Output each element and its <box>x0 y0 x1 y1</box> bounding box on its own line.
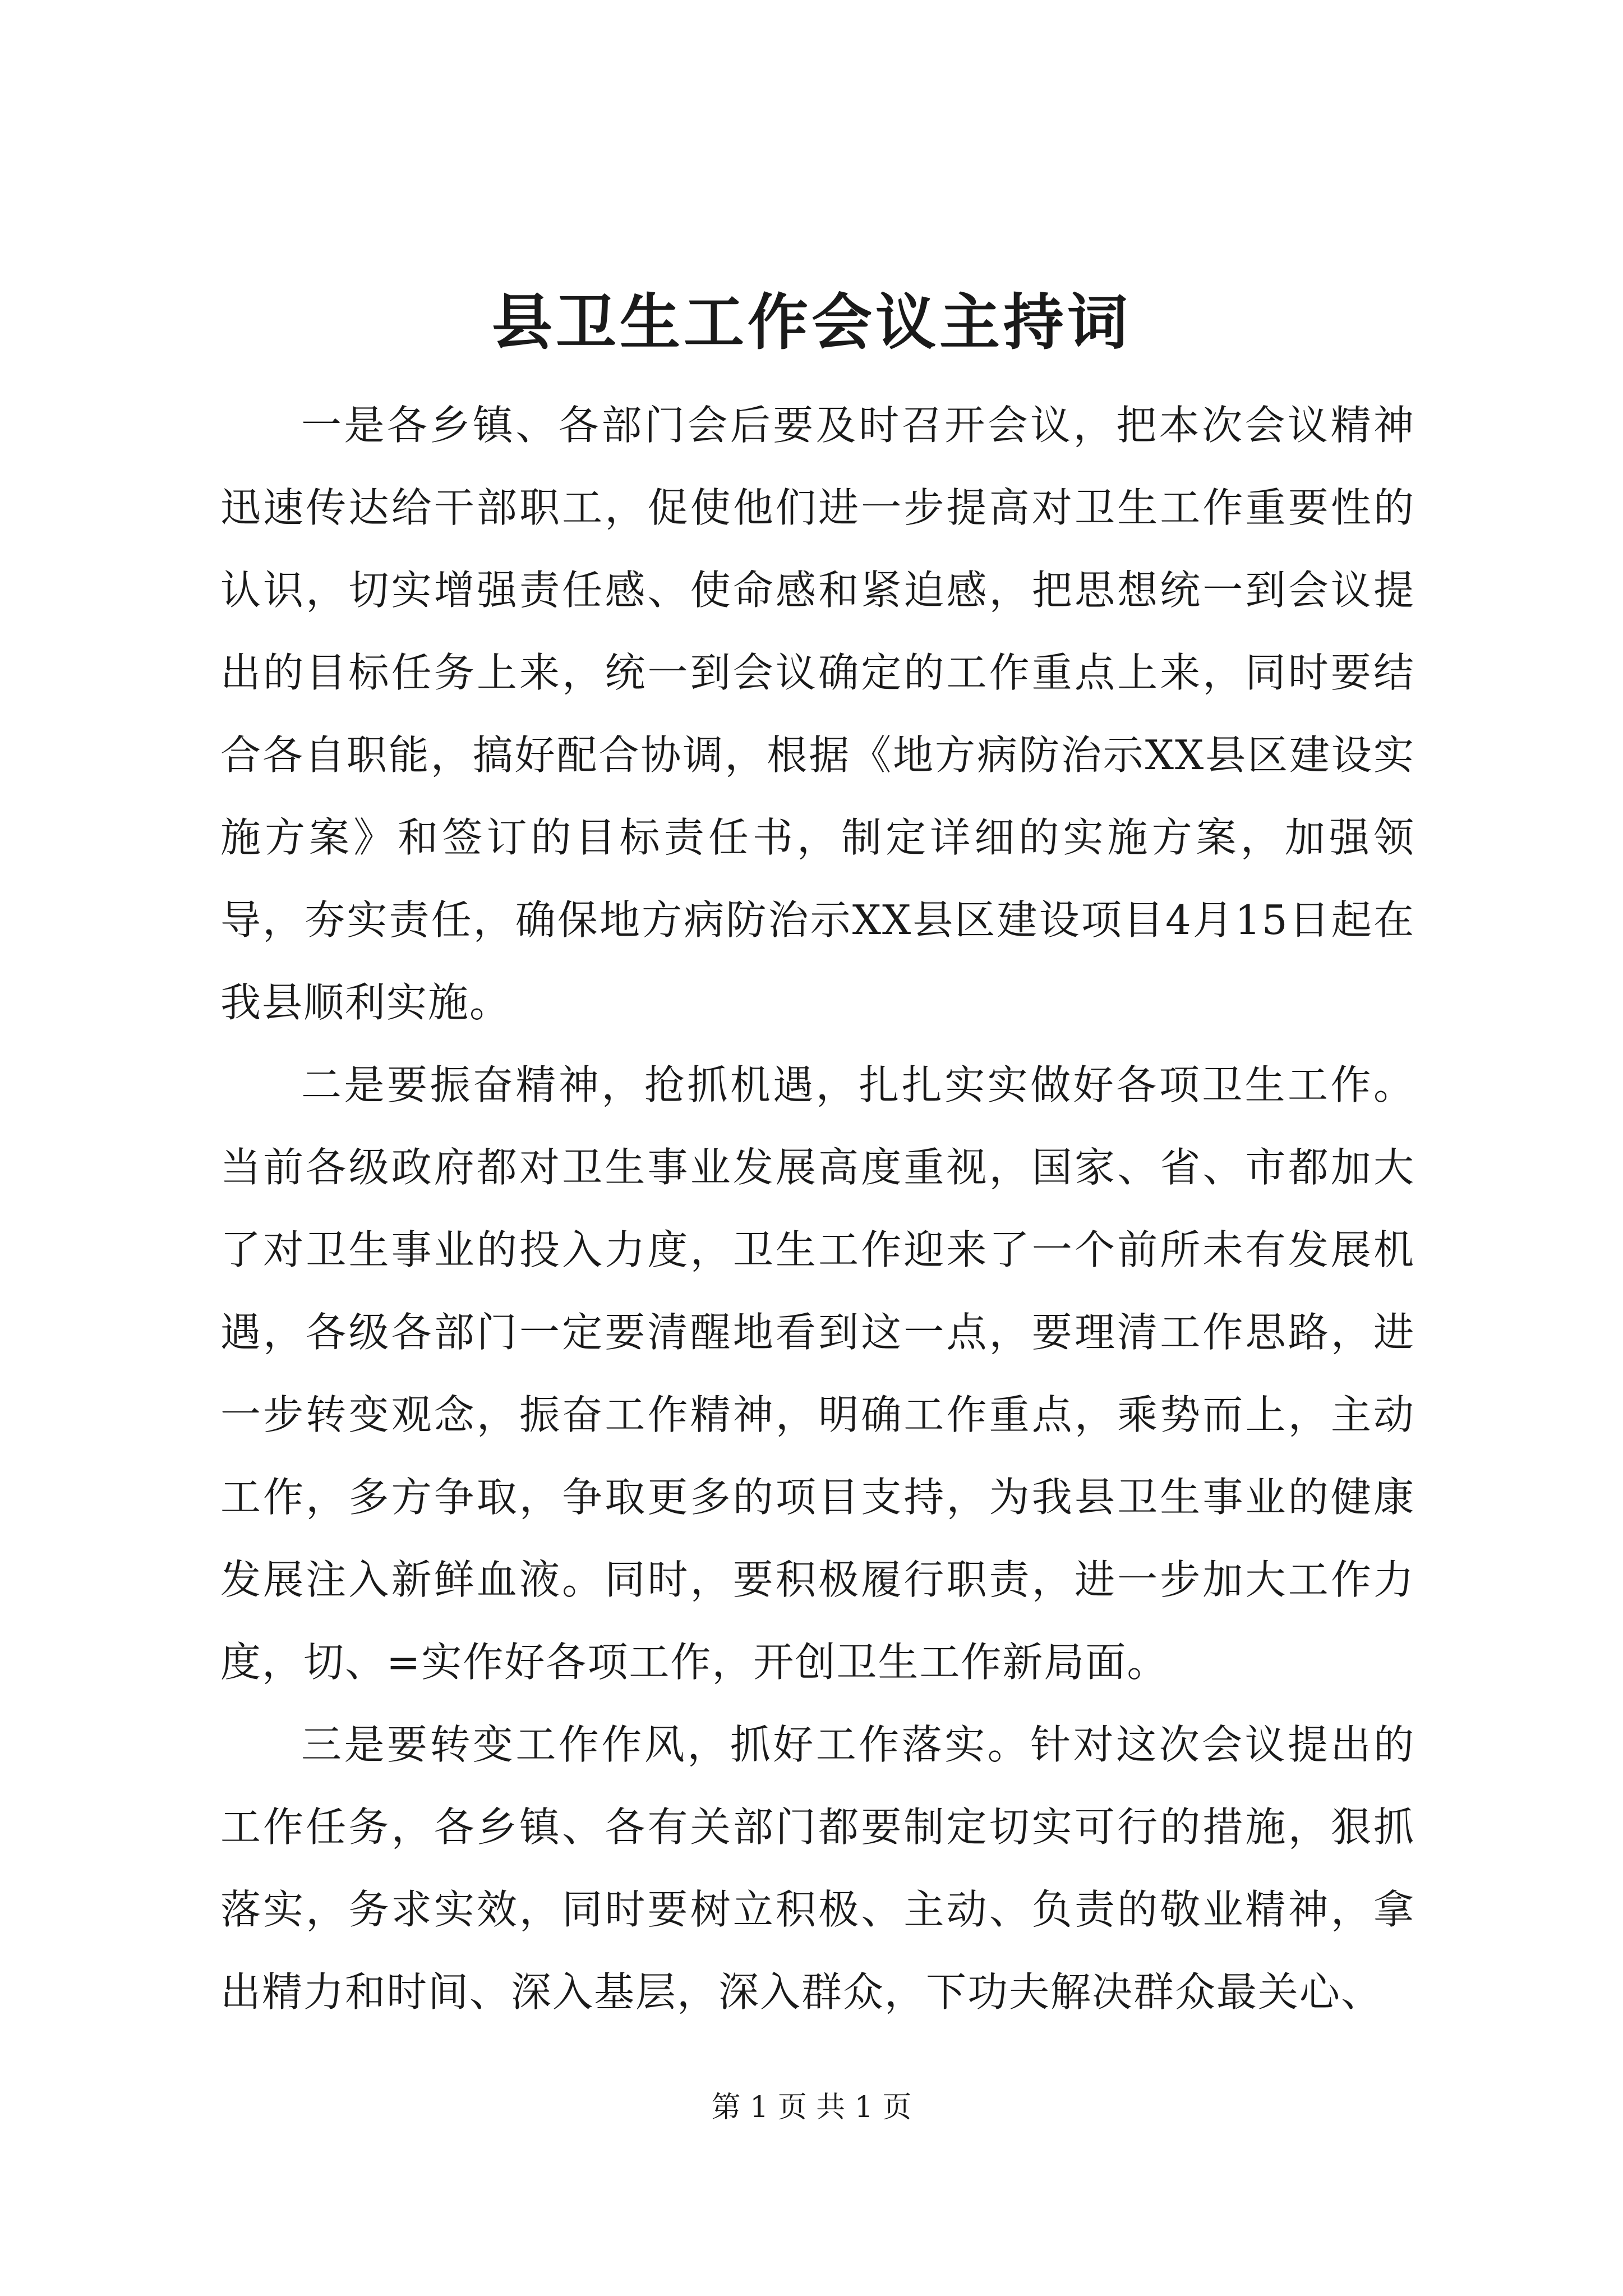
paragraph-1: 一是各乡镇、各部门会后要及时召开会议，把本次会议精神迅速传达给干部职工，促使他们进一步提高对卫生工作重要性的认识，切实增强责任感、使命感和紧迫感，把思想统一到会议提出的目标任务上来，统一到会议确定的工作重点上来，同时要结合各自职能，搞好配合协调，根据《地方病防治示XX县区建设实施方案》和签订的目标责任书，制定详细的实施方案，加强领导，夯实责任，确保地方病防治示XX县区建设项目4月15日起在我县顺利实施。 <box>220 402 1415 1026</box>
document-title: 县卫生工作会议主持词 <box>491 287 1131 358</box>
paragraph-2: 二是要振奋精神，抢抓机遇，扎扎实实做好各项卫生工作。当前各级政府都对卫生事业发展高度重视，国家、省、市都加大了对卫生事业的投入力度，卫生工作迎来了一个前所未有发展机遇，各级各部门一定要清醒地看到这一点，要理清工作思路，进一步转变观念，振奋工作精神，明确工作重点，乘势而上，主动工作，多方争取，争取更多的项目支持，为我县卫生事业的健康发展注入新鲜血液。同时，要积极履行职责，进一步加大工作力度，切、=实作好各项工作，开创卫生工作新局面。 <box>220 1061 1415 1686</box>
paragraph-3: 三是要转变工作作风，抓好工作落实。针对这次会议提出的工作任务，各乡镇、各有关部门都要制定切实可行的措施，狠抓落实，务求实效，同时要树立积极、主动、负责的敬业精神，拿出精力和时间、深入基层，深入群众，下功夫解决群众最关心、 <box>220 1721 1415 2016</box>
page-footer: 第 1 页 共 1 页 <box>711 2091 912 2124</box>
document-body <box>220 384 1415 2033</box>
